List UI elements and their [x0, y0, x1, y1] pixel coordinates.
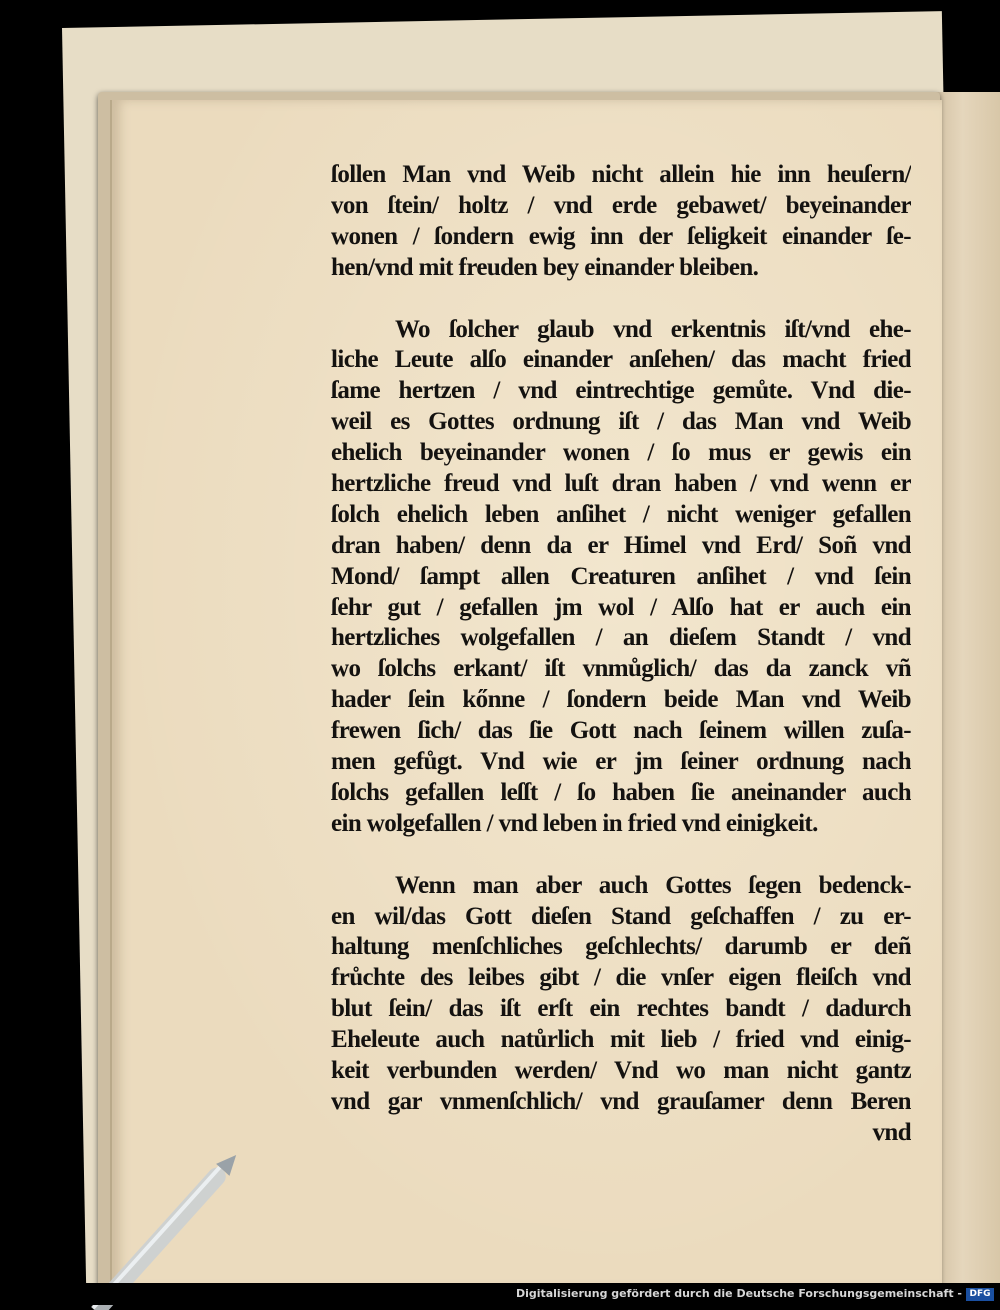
funding-credit: Digitalisierung gefördert durch die Deutsche Forschungsgemeinschaft - [515, 1287, 962, 1300]
text-line: dran haben/ denn da er Himel vnd Erd/ Soñ vnd [331, 531, 911, 559]
text-line: men gefůgt. Vnd wie er jm ſeiner ordnung nach [331, 748, 911, 776]
text-line: keit verbunden werden/ Vnd wo man nicht gantz [331, 1057, 911, 1085]
text-line: wonen / ſondern ewig inn der ſeligkeit einander ſe- [331, 222, 911, 250]
text-line: ſolch ehelich leben anſihet / nicht weniger gefallen [331, 500, 911, 528]
text-line: Wo ſolcher glaub vnd erkentnis iſt/vnd ehe- [395, 315, 911, 343]
paragraph-2 [331, 315, 911, 840]
text-line: frůchte des leibes gibt / die vnſer eigen fleiſch vnd [331, 964, 911, 992]
text-line: ehelich beyeinander wonen / ſo mus er gewis ein [331, 439, 911, 467]
footer-bar [0, 1283, 1000, 1305]
text-line: hertzliches wolgefallen / an dieſem Standt / vnd [331, 624, 911, 652]
text-line: hader ſein kőnne / ſondern beide Man vnd Weib [331, 686, 911, 714]
text-line: hertzliche freud vnd luſt dran haben / vnd wenn er [331, 470, 911, 498]
text-line: wo ſolchs erkant/ iſt vnmůglich/ das da zanck vñ [331, 655, 911, 683]
text-line: von ſtein/ holtz / vnd erde gebawet/ beyeinander [331, 191, 911, 219]
catchword: vnd [872, 1118, 911, 1146]
text-line: ein wolgefallen / vnd leben in fried vnd einigkeit. [331, 809, 818, 837]
text-line: hen/vnd mit freuden bey einander bleiben. [331, 253, 759, 281]
text-line: liche Leute alſo einander anſehen/ das macht fried [331, 346, 911, 374]
dfg-logo: DFG [966, 1288, 994, 1301]
text-line: en wil/das Gott dieſen Stand geſchaffen / zu er- [331, 902, 911, 930]
paragraph-3 [331, 871, 911, 1118]
text-line: blut ſein/ das iſt erſt ein rechtes bandt / dadurch [331, 995, 911, 1023]
text-line: Mond/ ſampt allen Creaturen anſihet / vnd ſein [331, 562, 911, 590]
text-line: vnd gar vnmenſchlich/ vnd grauſamer denn Beren [331, 1087, 911, 1115]
text-line: weil es Gottes ordnung iſt / das Man vnd Weib [331, 408, 911, 436]
paragraph-1 [331, 160, 911, 284]
text-line: Eheleute auch natůrlich mit lieb / fried vnd einig- [331, 1026, 911, 1054]
text-line: ſame hertzen / vnd eintrechtige gemůte. Vnd die- [331, 377, 911, 405]
page-text [331, 160, 911, 1149]
text-line: ſolchs gefallen leſſt / ſo haben ſie aneinander auch [331, 778, 911, 806]
text-line: Wenn man aber auch Gottes ſegen bedenck- [395, 871, 911, 899]
text-line: ſehr gut / gefallen jm wol / Alſo hat er auch ein [331, 593, 911, 621]
text-line: ſollen Man vnd Weib nicht allein hie inn heuſern/ [331, 161, 911, 188]
text-line: frewen ſich/ das ſie Gott nach ſeinem willen zuſa- [331, 717, 911, 745]
text-line: haltung menſchliches geſchlechts/ darumb er deñ [331, 933, 911, 961]
